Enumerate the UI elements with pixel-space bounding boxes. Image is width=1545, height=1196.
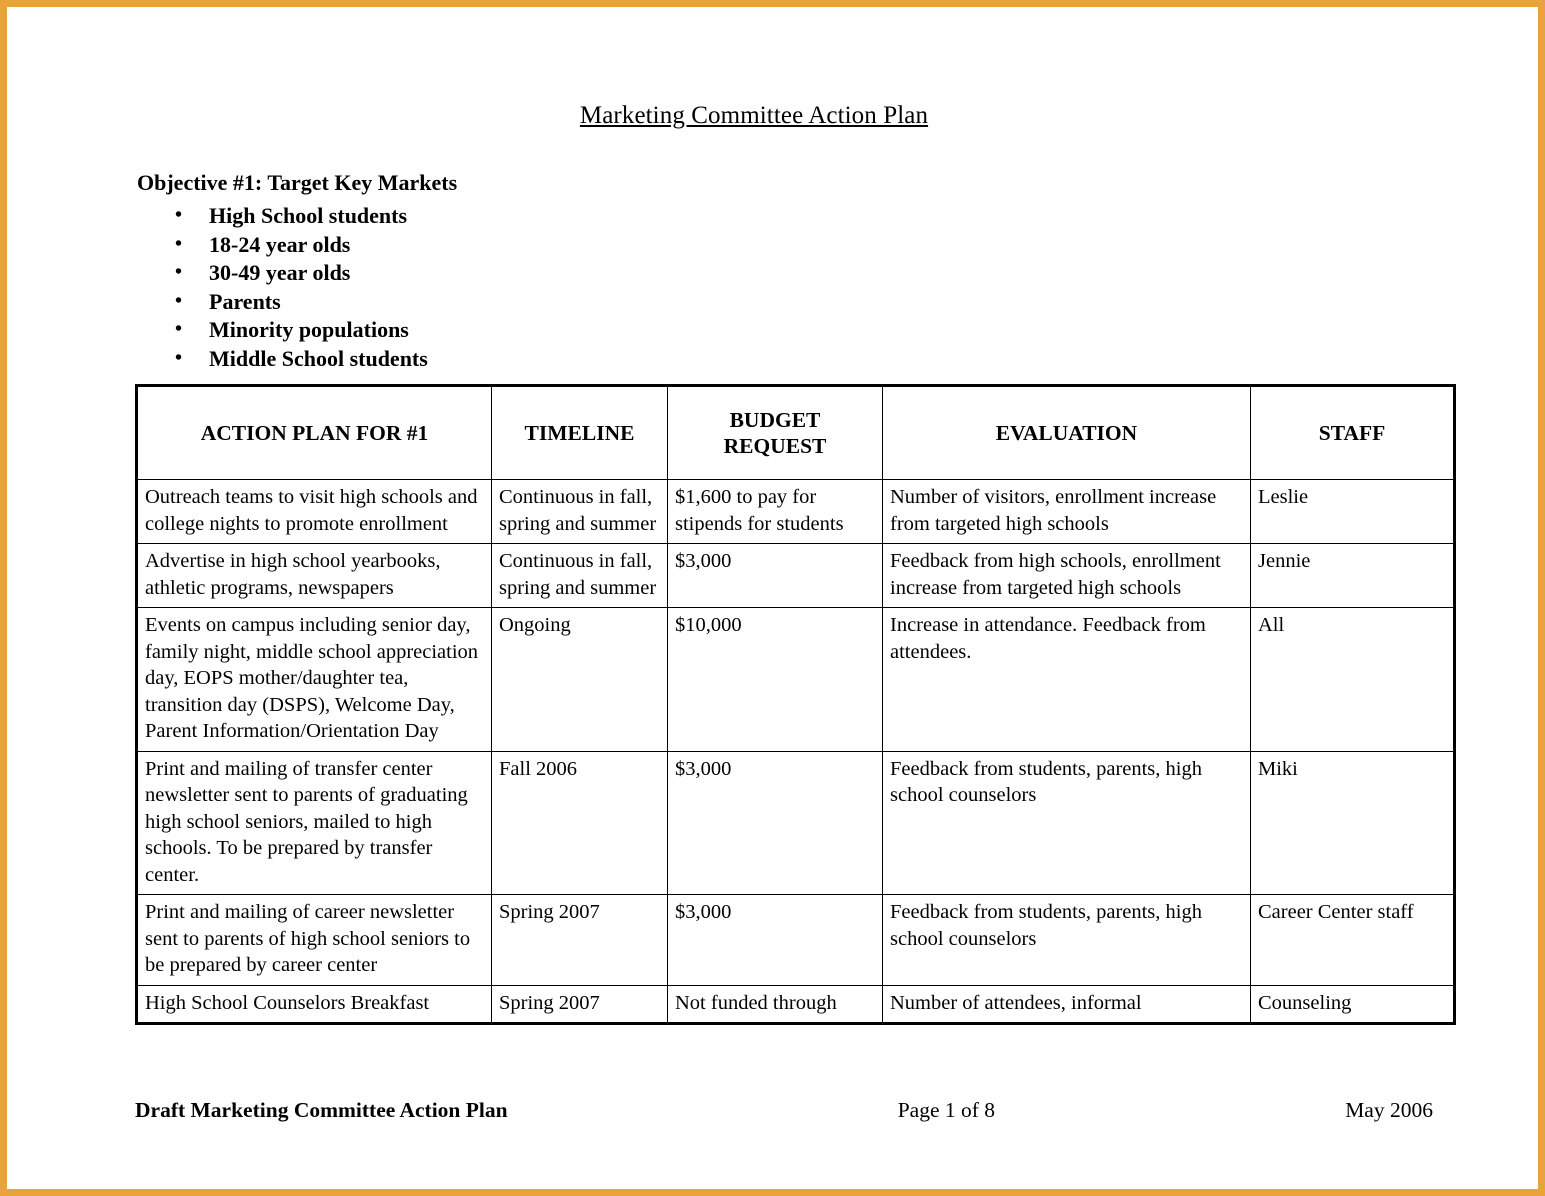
page-title: Marketing Committee Action Plan xyxy=(579,102,929,129)
column-header-budget-line2: REQUEST xyxy=(723,434,827,458)
table-row xyxy=(137,985,1455,1024)
cell-staff: All xyxy=(1251,608,1455,752)
cell-evaluation: Feedback from students, parents, high school counselors xyxy=(883,751,1251,895)
table-row xyxy=(137,480,1455,544)
column-header-action: ACTION PLAN FOR #1 xyxy=(137,386,492,480)
page-sheet xyxy=(7,7,1538,1189)
list-item: • High School students xyxy=(135,202,1433,231)
cell-budget: $3,000 xyxy=(668,544,883,608)
table-row xyxy=(137,544,1455,608)
cell-staff: Counseling xyxy=(1251,985,1455,1024)
cell-action: Print and mailing of transfer center newsletter sent to parents of graduating high school seniors, mailed to high schools. To be prepared by transfer center. xyxy=(137,751,492,895)
footer-left-text: Draft Marketing Committee Action Plan xyxy=(135,1098,508,1122)
cell-budget: $1,600 to pay for stipends for students xyxy=(668,480,883,544)
cell-staff: Leslie xyxy=(1251,480,1455,544)
cell-action: Print and mailing of career newsletter sent to parents of high school seniors to be prepared by career center xyxy=(137,895,492,986)
column-header-timeline: TIMELINE xyxy=(492,386,668,480)
cell-action: Advertise in high school yearbooks, athletic programs, newspapers xyxy=(137,544,492,608)
list-item: • 18-24 year olds xyxy=(135,231,1433,260)
cell-evaluation: Number of attendees, informal xyxy=(883,985,1251,1024)
cell-timeline: Fall 2006 xyxy=(492,751,668,895)
column-header-budget-line1: BUDGET xyxy=(729,407,821,432)
page-footer xyxy=(135,1098,1433,1123)
list-item: • Parents xyxy=(135,288,1433,317)
cell-action: Outreach teams to visit high schools and college nights to promote enrollment xyxy=(137,480,492,544)
footer-date: May 2006 xyxy=(1345,1098,1433,1122)
cell-timeline: Continuous in fall, spring and summer xyxy=(492,480,668,544)
list-item: • Middle School students xyxy=(135,345,1433,374)
footer-page-number: Page 1 of 8 xyxy=(897,1098,996,1122)
objective-heading: Objective #1: Target Key Markets xyxy=(137,170,458,195)
cell-staff: Career Center staff xyxy=(1251,895,1455,986)
cell-action: High School Counselors Breakfast xyxy=(137,985,492,1024)
table-row xyxy=(137,608,1455,752)
cell-timeline: Ongoing xyxy=(492,608,668,752)
list-item: • 30-49 year olds xyxy=(135,259,1433,288)
cell-evaluation: Number of visitors, enrollment increase from targeted high schools xyxy=(883,480,1251,544)
cell-budget: $3,000 xyxy=(668,895,883,986)
cell-evaluation: Feedback from students, parents, high school counselors xyxy=(883,895,1251,986)
cell-timeline: Continuous in fall, spring and summer xyxy=(492,544,668,608)
table-header-row xyxy=(137,386,1455,480)
action-plan-table xyxy=(135,384,1456,1025)
cell-budget: $10,000 xyxy=(668,608,883,752)
cell-action: Events on campus including senior day, family night, middle school appreciation day, EOPS mother/daughter tea, transition day (DSPS), Welcome Day, Parent Information/Orientation Day xyxy=(137,608,492,752)
objective-bullet-list xyxy=(135,202,1433,373)
table-row xyxy=(137,751,1455,895)
list-item: • Minority populations xyxy=(135,316,1433,345)
cell-budget: $3,000 xyxy=(668,751,883,895)
column-header-staff: STAFF xyxy=(1251,386,1455,480)
cell-timeline: Spring 2007 xyxy=(492,985,668,1024)
cell-evaluation: Feedback from high schools, enrollment increase from targeted high schools xyxy=(883,544,1251,608)
cell-staff: Miki xyxy=(1251,751,1455,895)
cell-evaluation: Increase in attendance. Feedback from attendees. xyxy=(883,608,1251,752)
cell-timeline: Spring 2007 xyxy=(492,895,668,986)
column-header-budget xyxy=(668,386,883,480)
cell-staff: Jennie xyxy=(1251,544,1455,608)
column-header-evaluation: EVALUATION xyxy=(883,386,1251,480)
table-row xyxy=(137,895,1455,986)
cell-budget: Not funded through xyxy=(668,985,883,1024)
